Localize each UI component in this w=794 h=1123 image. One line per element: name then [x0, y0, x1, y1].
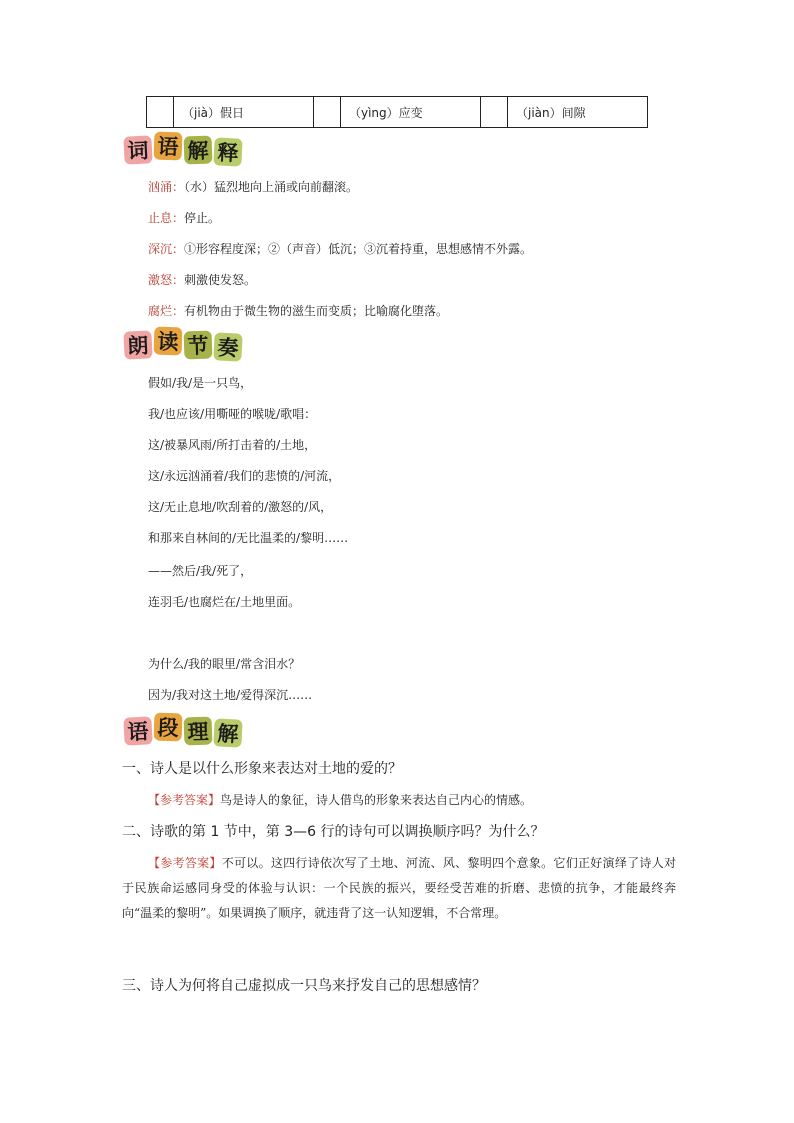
- poem-line: 因为/我对这土地/爱得深沉……: [148, 688, 313, 702]
- section-title-vocab: [124, 136, 244, 170]
- vocab-item: [148, 272, 256, 288]
- title-tile: 奏: [213, 332, 242, 361]
- answer-blank-cell: [314, 97, 341, 128]
- vocab-definition: 有机物由于微生物的滋生而变质；比喻腐化堕落。: [184, 304, 449, 318]
- answer-tag: 【参考答案】: [148, 793, 221, 807]
- vocab-definition: 停止。: [184, 211, 221, 225]
- title-tile: 语: [154, 132, 183, 161]
- title-tile: 语: [123, 716, 152, 745]
- vocab-item: [148, 179, 358, 195]
- poem-line: 这/永远汹涌着/我们的悲愤的/河流，: [148, 469, 341, 483]
- section-title-understanding: [124, 717, 244, 751]
- pinyin-cell: （jià）假日: [174, 97, 314, 128]
- title-tile: 读: [154, 327, 183, 356]
- poem-line: ——然后/我/死了，: [148, 564, 253, 578]
- title-tile: 朗: [123, 330, 152, 359]
- answer-blank-cell: [481, 97, 508, 128]
- title-tile: 词: [123, 135, 152, 164]
- answer-text: 不可以。这四行诗依次写了土地、河流、风、黎明四个意象。它们正好演绎了诗人对于民族命运感同身受的体验与认识：一个民族的振兴，要经受苦难的折磨、悲愤的抗争，才能最终奔向“温柔的黎明”。如果调换了顺序，就违背了这一认知逻辑，不合常理。: [122, 856, 676, 920]
- poem-line: 和那来自林间的/无比温柔的/黎明……: [148, 531, 349, 545]
- pinyin-table: [146, 96, 648, 128]
- table-row: [147, 97, 648, 128]
- title-tile: 解: [213, 718, 242, 747]
- title-tile: 解: [184, 136, 213, 165]
- vocab-item: [148, 241, 532, 257]
- vocab-item: [148, 303, 448, 319]
- title-tile: 理: [184, 717, 213, 746]
- poem-line: 假如/我/是一只鸟，: [148, 376, 253, 390]
- section-title-rhythm: [124, 331, 244, 365]
- question-3: 三、诗人为何将自己虚拟成一只鸟来抒发自己的思想感情？: [122, 978, 486, 994]
- poem-line: 连羽毛/也腐烂在/土地里面。: [148, 595, 301, 609]
- vocab-term: 腐烂：: [148, 304, 185, 318]
- poem-line: 我/也应该/用嘶哑的喉咙/歌唱：: [148, 407, 317, 421]
- poem-line: 这/被暴风雨/所打击着的/土地，: [148, 438, 317, 452]
- answer-1: [148, 792, 532, 808]
- vocab-term: 止息：: [148, 211, 185, 225]
- vocab-definition: ①形容程度深；②（声音）低沉；③沉着持重，思想感情不外露。: [184, 242, 533, 256]
- title-tile: 释: [213, 137, 242, 166]
- answer-tag: 【参考答案】: [148, 856, 222, 870]
- vocab-definition: （水）猛烈地向上涌或向前翻滚。: [184, 180, 359, 194]
- title-tile: 节: [184, 331, 213, 360]
- question-2: 二、诗歌的第 1 节中，第 3—6 行的诗句可以调换顺序吗？为什么？: [122, 824, 545, 840]
- vocab-term: 深沉：: [148, 242, 185, 256]
- vocab-definition: 刺激使发怒。: [184, 273, 257, 287]
- pinyin-cell: （jiàn）间隙: [508, 97, 648, 128]
- poem-line: 这/无止息地/吹刮着的/激怒的/风，: [148, 500, 333, 514]
- answer-2: [122, 851, 676, 926]
- answer-text: 鸟是诗人的象征，诗人借鸟的形象来表达自己内心的情感。: [220, 793, 533, 807]
- answer-blank-cell: [147, 97, 174, 128]
- title-tile: 段: [154, 713, 183, 742]
- vocab-item: [148, 210, 220, 226]
- vocab-term: 激怒：: [148, 273, 185, 287]
- question-1: 一、诗人是以什么形象来表达对土地的爱的？: [122, 761, 402, 777]
- pinyin-cell: （yìng）应变: [341, 97, 481, 128]
- poem-line: 为什么/我的眼里/常含泪水？: [148, 657, 301, 671]
- vocab-term: 汹涌：: [148, 180, 185, 194]
